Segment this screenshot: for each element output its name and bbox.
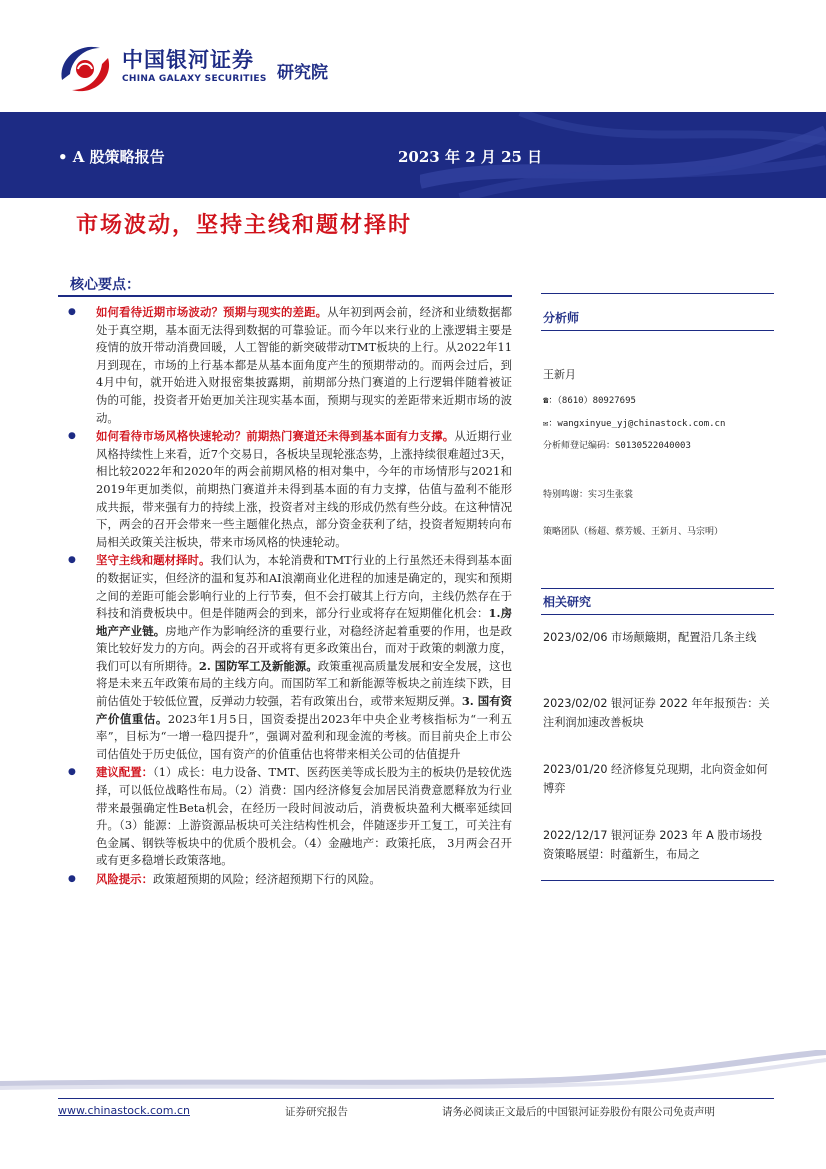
point-body: 政策重视高质量发展和安全发展，这也将是未来五年政策布局的主线方向。而国防军工和新能源等板块之前连续下跌，目前估值处于较低位置，反弹动力较强，若有政策出台，或带来短期反弹。 bbox=[96, 658, 512, 709]
point-lead: 坚守主线和题材择时。 bbox=[96, 553, 211, 568]
related-item[interactable]: 2023/02/06 市场颠簸期，配置沿几条主线 bbox=[543, 631, 757, 644]
strategy-team: 策略团队（杨超、蔡芳媛、王新月、马宗明） bbox=[543, 527, 724, 537]
point-lead: 如何看待市场风格快速轮动？前期热门赛道还未得到基本面有力支撑。 bbox=[96, 429, 455, 444]
point-body: 从年初到两会前，经济和业绩数据都处于真空期，基本面无法得到数据的可靠验证。而今年以来行业的上涨逻辑主要是疫情的放开带动消费回暖，人工智能的新突破带动TMT板块的上行。从2022年11月到现在，市场的上行基本都是从基本面角度产生的预期带动的。而两会过后，到4月中旬，就开始进入财报密集披露期，前期部分热门赛道的上行逻辑伴随着被证伪的可能，投资者开始更加关注现实基本面，预期与现实的差距带来近期市场的波动。 bbox=[96, 305, 512, 425]
brand-name-en: CHINA GALAXY SECURITIES bbox=[122, 74, 267, 84]
institute-label: 研究院 bbox=[277, 63, 328, 83]
sidebar-rule bbox=[541, 293, 774, 294]
bullet-icon: ● bbox=[68, 874, 76, 884]
bullet-icon: ● bbox=[68, 555, 76, 566]
point-lead: 建议配置： bbox=[96, 765, 153, 780]
key-points-rule bbox=[58, 295, 512, 297]
footer-report-type: 证券研究报告 bbox=[285, 1106, 348, 1118]
analyst-name: 王新月 bbox=[543, 368, 576, 381]
point-body: 房地产作为影响经济的重要行业，对稳经济起着重要的作用，也是政策比较好发力的方向。两会的召开或将有更多政策出台，而对于政策的刺激力度，我们可以有所期待。 bbox=[96, 623, 512, 673]
list-item bbox=[62, 428, 512, 551]
report-type: • A 股策略报告 bbox=[58, 148, 165, 166]
subpoint-heading: 2. 国防军工及新能源。 bbox=[198, 658, 318, 673]
subpoint-heading: 1.房地产产业链。 bbox=[96, 606, 512, 638]
point-body: 我们认为，本轮消费和TMT行业的上行虽然还未得到基本面的数据证实，但经济的温和复苏和AI浪潮商业化进程的加速是确定的，现实和预期之间的差距可能会影响行业的上行节奏，但不会打破其上行方向，主线仍然存在于科技和消费板块中。但是伴随两会的到来，部分行业或将存在短期催化机会： bbox=[96, 553, 512, 621]
list-item bbox=[62, 764, 512, 870]
sidebar-rule bbox=[541, 588, 774, 589]
list-item bbox=[62, 304, 512, 427]
footer-rule bbox=[58, 1098, 774, 1099]
key-points-list bbox=[62, 304, 512, 890]
analyst-email: ✉：wangxinyue_yj@chinastock.com.cn bbox=[543, 419, 726, 429]
sidebar-rule bbox=[541, 614, 774, 615]
analyst-heading: 分析师 bbox=[543, 311, 580, 325]
point-lead: 如何看待近期市场波动？预期与现实的差距。 bbox=[96, 305, 328, 319]
page-title: 市场波动，坚持主线和题材择时 bbox=[76, 212, 413, 238]
analyst-registration: 分析师登记编码：S0130522040003 bbox=[543, 441, 691, 451]
related-item[interactable]: 2022/12/17 银河证券 2023 年 A 股市场投资策略展望：时蕴新生，布局之 bbox=[543, 829, 763, 861]
point-body: 2023年1月5日，国资委提出2023年中央企业考核指标为“一利五率”，目标为“一增一稳四提升”，强调对盈利和现金流的考核。而目前央企上市公司估值处于历史低位，国有资产的价值重估也将带来相关公司的估值提升 bbox=[96, 711, 512, 761]
point-lead: 风险提示： bbox=[96, 872, 153, 886]
related-research-heading: 相关研究 bbox=[543, 595, 592, 609]
bullet-icon: ● bbox=[68, 431, 76, 442]
bullet-icon: ● bbox=[68, 767, 76, 778]
sidebar-rule bbox=[541, 330, 774, 331]
footer-wave-decoration bbox=[0, 1050, 826, 1090]
galaxy-logo-icon bbox=[56, 40, 114, 98]
bullet-icon: ● bbox=[68, 307, 76, 317]
sidebar-rule bbox=[541, 880, 774, 881]
point-body: （1）成长：电力设备、TMT、医药医美等成长股为主的板块仍是较优选择，可以低位战略性布局。（2）消费：国内经济修复会加居民消费意愿释放为行业带来最强确定性Beta机会，在经历一段时间波动后，消费板块盈利大概率延续回升。（3）能源：上游资源品板块可关注结构性机会，伴随逐步开工复工，可关注有色金属、钢铁等板块中的优质个股机会。（4）金融地产：政策托底， 3月两会召开或有更多稳增长政策落地。 bbox=[96, 765, 512, 868]
related-item[interactable]: 2023/01/20 经济修复兑现期，北向资金如何博弈 bbox=[543, 763, 768, 795]
analyst-phone: ☎：（8610）80927695 bbox=[543, 396, 636, 406]
footer-disclaimer: 请务必阅读正文最后的中国银河证券股份有限公司免责声明 bbox=[442, 1106, 715, 1118]
footer-url-link[interactable]: www.chinastock.com.cn bbox=[58, 1104, 190, 1117]
subpoint-heading: 3. 国有资产价值重估。 bbox=[96, 694, 512, 726]
point-body: 政策超预期的风险；经济超预期下行的风险。 bbox=[152, 872, 381, 886]
related-item[interactable]: 2023/02/02 银河证券 2022 年年报预告：关注利润加速改善板块 bbox=[543, 697, 770, 729]
key-points-title: 核心要点： bbox=[70, 277, 140, 293]
point-body: 从近期行业风格持续性上来看，近7个交易日，各板块呈现轮涨态势，上涨持续很难超过3天，相比较2022年和2020年的两会前期风格的相对集中，今年的市场情形与2021和2019年更加类似，前期热门赛道并未得到基本面的有力支撑，估值与盈利不能形成共振，带来强有力的持续上涨，投资者对主线的形成仍然有些分歧。在这种情况下，两会的召开会带来一些主题催化热点，部分资金获利了结，投资者短期转向布局相关政策关注板块，带来市场风格的快速轮动。 bbox=[96, 429, 512, 549]
report-date: 2023 年 2 月 25 日 bbox=[398, 148, 543, 166]
brand-name-cn: 中国银河证券 bbox=[122, 48, 254, 72]
list-item bbox=[62, 552, 512, 763]
list-item bbox=[62, 871, 512, 889]
special-thanks: 特别鸣谢：实习生张裳 bbox=[543, 490, 634, 500]
